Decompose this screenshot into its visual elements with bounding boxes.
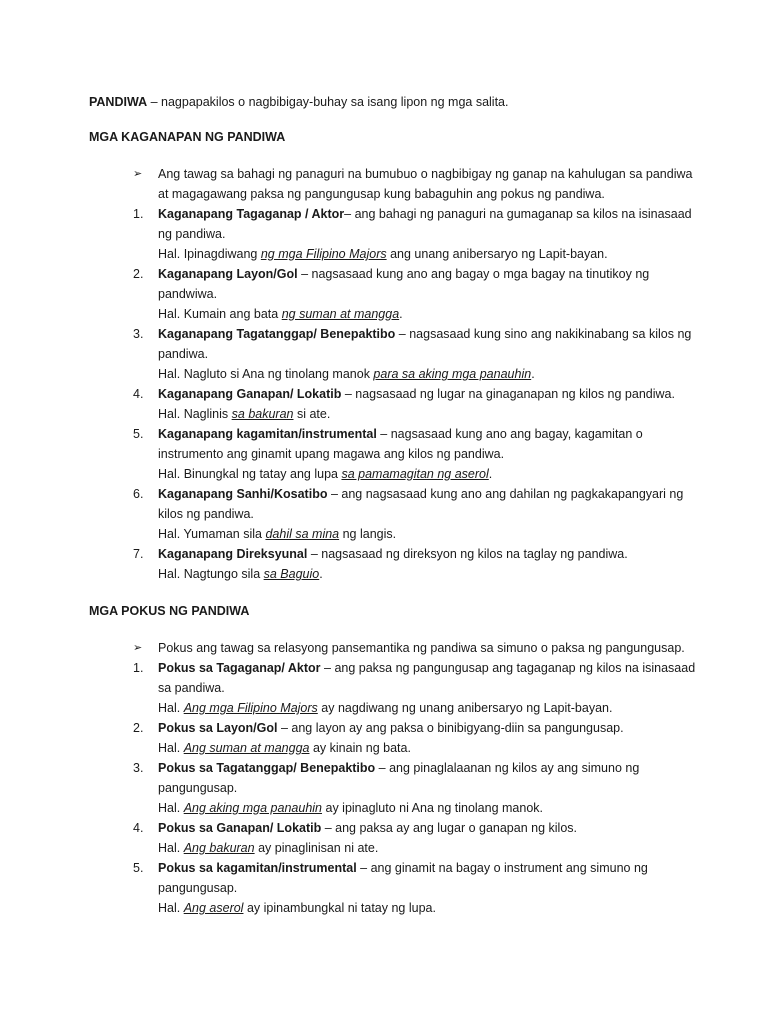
item-term: Kaganapang Layon/Gol bbox=[158, 267, 298, 281]
item-desc: – nagsasaad ng direksyon ng kilos na taglay ng pandiwa. bbox=[307, 547, 628, 561]
list-item bbox=[89, 658, 698, 718]
item-example bbox=[158, 698, 698, 718]
item-number: 5. bbox=[133, 427, 144, 441]
example-suffix: ay ipinagluto ni Ana ng tinolang manok. bbox=[322, 801, 544, 815]
list-item bbox=[89, 324, 698, 384]
list-item bbox=[89, 484, 698, 544]
item-example bbox=[158, 564, 698, 584]
kaganapan-list bbox=[89, 204, 698, 584]
item-example bbox=[158, 364, 698, 384]
example-prefix: Hal. Yumaman sila bbox=[158, 527, 266, 541]
example-suffix: ng langis. bbox=[339, 527, 397, 541]
item-number: 3. bbox=[133, 761, 144, 775]
item-desc: – ang paksa ng pangungusap ang tagaganap ng kilos na isinasaad sa pandiwa. bbox=[158, 661, 696, 695]
example-suffix: ay kinain ng bata. bbox=[309, 741, 411, 755]
item-term: Kaganapang kagamitan/instrumental bbox=[158, 427, 377, 441]
example-underlined: Ang bakuran bbox=[183, 841, 255, 855]
item-example bbox=[158, 244, 698, 264]
item-number: 4. bbox=[133, 821, 144, 835]
kaganapan-intro-text: Ang tawag sa bahagi ng panaguri na bumubuo o nagbibigay ng ganap na kahulugan sa pandiwa at magagawang paksa ng pangungusap kung babaguhin ang pokus ng pandiwa. bbox=[158, 167, 693, 201]
arrow-bullet-icon: ➢ bbox=[133, 168, 143, 180]
item-number: 2. bbox=[133, 267, 144, 281]
list-item bbox=[89, 718, 698, 758]
list-item bbox=[89, 858, 698, 918]
example-prefix: Hal. bbox=[158, 801, 184, 815]
example-suffix: ay pinaglinisan ni ate. bbox=[254, 841, 379, 855]
example-underlined: dahil sa mina bbox=[265, 527, 340, 541]
list-item bbox=[89, 758, 698, 818]
kaganapan-section-title: MGA KAGANAPAN NG PANDIWA bbox=[89, 130, 286, 144]
list-item bbox=[89, 264, 698, 324]
example-underlined: Ang aserol bbox=[183, 901, 244, 915]
list-item bbox=[89, 384, 698, 424]
example-suffix: ay nagdiwang ng unang anibersaryo ng Lapit-bayan. bbox=[317, 701, 613, 715]
item-number: 1. bbox=[133, 661, 144, 675]
pandiwa-definition bbox=[89, 95, 698, 109]
item-desc: – ang nagsasaad kung ano ang dahilan ng pagkakapangyari ng kilos ng pandiwa. bbox=[158, 487, 684, 521]
pokus-list bbox=[89, 658, 698, 918]
example-prefix: Hal. Nagluto si Ana ng tinolang manok bbox=[158, 367, 374, 381]
item-desc: – ang paksa ay ang lugar o ganapan ng kilos. bbox=[321, 821, 577, 835]
example-prefix: Hal. Ipinagdiwang bbox=[158, 247, 261, 261]
example-underlined: sa pamamagitan ng aserol bbox=[341, 467, 489, 481]
pokus-intro-text: Pokus ang tawag sa relasyong pansemantika ng pandiwa sa simuno o paksa ng pangungusap. bbox=[158, 641, 685, 655]
example-suffix: ay ipinambungkal ni tatay ng lupa. bbox=[243, 901, 436, 915]
example-underlined: Ang suman at mangga bbox=[183, 741, 310, 755]
example-suffix: . bbox=[319, 567, 323, 581]
example-prefix: Hal. bbox=[158, 901, 184, 915]
item-term: Kaganapang Tagaganap / Aktor bbox=[158, 207, 345, 221]
item-term: Kaganapang Sanhi/Kosatibo bbox=[158, 487, 328, 501]
item-example bbox=[158, 738, 698, 758]
item-desc: – ang bahagi ng panaguri na gumaganap sa kilos na isinasaad ng pandiwa. bbox=[158, 207, 692, 241]
item-desc: – nagsasaad kung sino ang nakikinabang sa kilos ng pandiwa. bbox=[158, 327, 692, 361]
example-suffix: . bbox=[488, 467, 493, 481]
item-term: Kaganapang Ganapan/ Lokatib bbox=[158, 387, 342, 401]
example-suffix: . bbox=[399, 307, 403, 321]
item-example bbox=[158, 464, 698, 484]
example-underlined: para sa aking mga panauhin bbox=[373, 367, 532, 381]
item-term: Pokus sa Ganapan/ Lokatib bbox=[158, 821, 322, 835]
example-suffix: si ate. bbox=[293, 407, 331, 421]
example-prefix: Hal. Binungkal ng tatay ang lupa bbox=[158, 467, 342, 481]
item-example bbox=[158, 304, 698, 324]
item-desc: – ang ginamit na bagay o instrument ang simuno ng pangungusap. bbox=[158, 861, 648, 895]
item-desc: – ang pinaglalaanan ng kilos ay ang simuno ng pangungusap. bbox=[158, 761, 640, 795]
example-prefix: Hal. bbox=[158, 741, 184, 755]
item-number: 4. bbox=[133, 387, 144, 401]
list-item bbox=[89, 204, 698, 264]
example-underlined: ng suman at mangga bbox=[281, 307, 400, 321]
item-term: Pokus sa Layon/Gol bbox=[158, 721, 278, 735]
item-example bbox=[158, 898, 698, 918]
example-prefix: Hal. Kumain ang bata bbox=[158, 307, 282, 321]
item-example bbox=[158, 404, 698, 424]
example-prefix: Hal. Nagtungo sila bbox=[158, 567, 264, 581]
item-desc: – ang layon ay ang paksa o binibigyang-diin sa pangungusap. bbox=[277, 721, 624, 735]
item-term: Kaganapang Tagatanggap/ Benepaktibo bbox=[158, 327, 396, 341]
definition-text: – nagpapakilos o nagbibigay-buhay sa isang lipon ng mga salita. bbox=[147, 95, 509, 109]
example-underlined: Ang aking mga panauhin bbox=[183, 801, 323, 815]
item-number: 6. bbox=[133, 487, 144, 501]
example-underlined: sa Baguio bbox=[263, 567, 320, 581]
example-prefix: Hal. bbox=[158, 701, 184, 715]
example-suffix: . bbox=[531, 367, 535, 381]
kaganapan-intro bbox=[89, 164, 698, 204]
item-number: 2. bbox=[133, 721, 144, 735]
list-item bbox=[89, 544, 698, 584]
arrow-bullet-icon: ➢ bbox=[133, 642, 143, 654]
item-term: Kaganapang Direksyunal bbox=[158, 547, 308, 561]
pokus-section-title: MGA POKUS NG PANDIWA bbox=[89, 604, 250, 618]
example-underlined: sa bakuran bbox=[231, 407, 294, 421]
pokus-intro bbox=[89, 638, 698, 658]
item-example bbox=[158, 838, 698, 858]
item-number: 5. bbox=[133, 861, 144, 875]
item-number: 3. bbox=[133, 327, 144, 341]
example-prefix: Hal. Naglinis bbox=[158, 407, 232, 421]
item-example bbox=[158, 524, 698, 544]
item-number: 1. bbox=[133, 207, 144, 221]
item-example bbox=[158, 798, 698, 818]
example-underlined: ng mga Filipino Majors bbox=[260, 247, 387, 261]
item-desc: – nagsasaad kung ano ang bagay, kagamitan o instrumento ang ginamit upang magawa ang kilos ng pandiwa. bbox=[158, 427, 643, 461]
definition-term: PANDIWA bbox=[89, 95, 148, 109]
item-number: 7. bbox=[133, 547, 144, 561]
list-item bbox=[89, 424, 698, 484]
item-term: Pokus sa Tagaganap/ Aktor bbox=[158, 661, 321, 675]
item-term: Pokus sa Tagatanggap/ Benepaktibo bbox=[158, 761, 376, 775]
item-desc: – nagsasaad kung ano ang bagay o mga bagay na tinutikoy ng pandwiwa. bbox=[158, 267, 650, 301]
example-prefix: Hal. bbox=[158, 841, 184, 855]
example-underlined: Ang mga Filipino Majors bbox=[183, 701, 318, 715]
example-suffix: ang unang anibersaryo ng Lapit-bayan. bbox=[386, 247, 608, 261]
list-item bbox=[89, 818, 698, 858]
item-desc: – nagsasaad ng lugar na ginaganapan ng kilos ng pandiwa. bbox=[341, 387, 675, 401]
item-term: Pokus sa kagamitan/instrumental bbox=[158, 861, 357, 875]
